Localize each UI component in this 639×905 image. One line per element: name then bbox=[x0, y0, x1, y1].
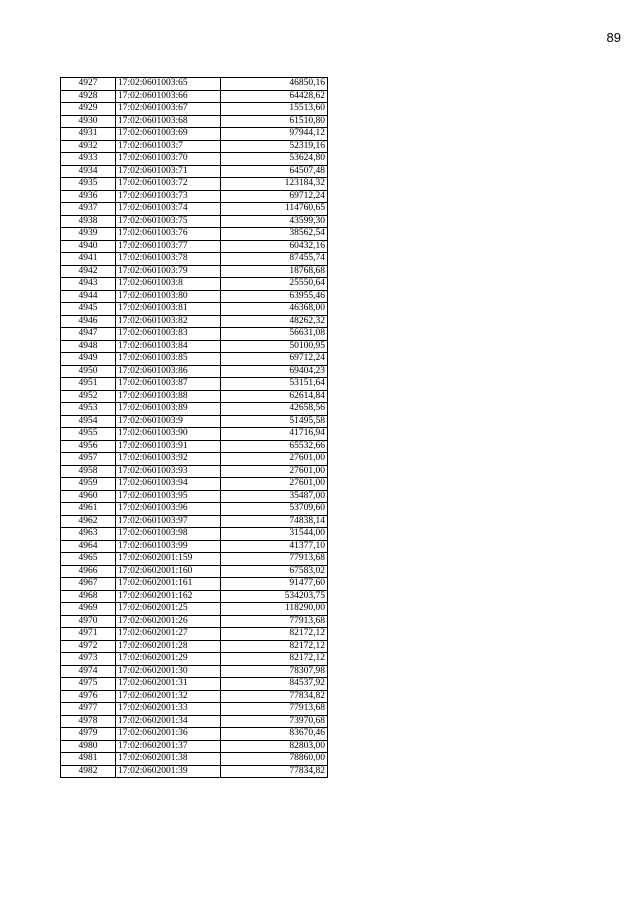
cadastral-value-cell: 82803,00 bbox=[221, 740, 328, 753]
table-row bbox=[61, 690, 328, 703]
table-row bbox=[61, 378, 328, 391]
cadastral-value-table bbox=[60, 77, 328, 778]
cadastral-value-cell: 82172,12 bbox=[221, 628, 328, 641]
cadastral-number-cell: 17:02:0601003:70 bbox=[116, 153, 221, 166]
row-number-cell: 4928 bbox=[61, 90, 116, 103]
row-number-cell: 4975 bbox=[61, 678, 116, 691]
cadastral-number-cell: 17:02:0601003:99 bbox=[116, 540, 221, 553]
cadastral-value-cell: 62614,84 bbox=[221, 390, 328, 403]
cadastral-number-cell: 17:02:0601003:67 bbox=[116, 103, 221, 116]
cadastral-value-cell: 74838,14 bbox=[221, 515, 328, 528]
cadastral-value-cell: 51495,58 bbox=[221, 415, 328, 428]
row-number-cell: 4951 bbox=[61, 378, 116, 391]
row-number-cell: 4929 bbox=[61, 103, 116, 116]
table-row bbox=[61, 515, 328, 528]
row-number-cell: 4944 bbox=[61, 290, 116, 303]
table-row bbox=[61, 653, 328, 666]
row-number-cell: 4971 bbox=[61, 628, 116, 641]
cadastral-number-cell: 17:02:0602001:33 bbox=[116, 703, 221, 716]
cadastral-value-cell: 82172,12 bbox=[221, 640, 328, 653]
cadastral-number-cell: 17:02:0601003:72 bbox=[116, 178, 221, 191]
cadastral-number-cell: 17:02:0602001:25 bbox=[116, 603, 221, 616]
row-number-cell: 4979 bbox=[61, 728, 116, 741]
cadastral-value-cell: 52319,16 bbox=[221, 140, 328, 153]
table-row bbox=[61, 603, 328, 616]
cadastral-number-cell: 17:02:0601003:86 bbox=[116, 365, 221, 378]
cadastral-number-cell: 17:02:0601003:76 bbox=[116, 228, 221, 241]
cadastral-value-cell: 82172,12 bbox=[221, 653, 328, 666]
table-row bbox=[61, 728, 328, 741]
table-row bbox=[61, 740, 328, 753]
table-row bbox=[61, 103, 328, 116]
row-number-cell: 4940 bbox=[61, 240, 116, 253]
cadastral-value-cell: 78307,98 bbox=[221, 665, 328, 678]
cadastral-value-cell: 83670,46 bbox=[221, 728, 328, 741]
row-number-cell: 4946 bbox=[61, 315, 116, 328]
row-number-cell: 4947 bbox=[61, 328, 116, 341]
cadastral-value-cell: 31544,00 bbox=[221, 528, 328, 541]
table-row bbox=[61, 715, 328, 728]
cadastral-number-cell: 17:02:0602001:160 bbox=[116, 565, 221, 578]
table-row bbox=[61, 140, 328, 153]
cadastral-value-cell: 25550,64 bbox=[221, 278, 328, 291]
table-row bbox=[61, 665, 328, 678]
cadastral-number-cell: 17:02:0601003:92 bbox=[116, 453, 221, 466]
row-number-cell: 4957 bbox=[61, 453, 116, 466]
row-number-cell: 4982 bbox=[61, 765, 116, 778]
row-number-cell: 4966 bbox=[61, 565, 116, 578]
table-row bbox=[61, 215, 328, 228]
cadastral-number-cell: 17:02:0601003:88 bbox=[116, 390, 221, 403]
cadastral-value-cell: 63955,46 bbox=[221, 290, 328, 303]
row-number-cell: 4965 bbox=[61, 553, 116, 566]
table-row bbox=[61, 465, 328, 478]
cadastral-value-cell: 41716,94 bbox=[221, 428, 328, 441]
cadastral-number-cell: 17:02:0601003:81 bbox=[116, 303, 221, 316]
cadastral-number-cell: 17:02:0601003:74 bbox=[116, 203, 221, 216]
cadastral-number-cell: 17:02:0601003:8 bbox=[116, 278, 221, 291]
cadastral-number-cell: 17:02:0602001:161 bbox=[116, 578, 221, 591]
table-row bbox=[61, 128, 328, 141]
cadastral-value-cell: 78860,00 bbox=[221, 753, 328, 766]
table-row bbox=[61, 478, 328, 491]
cadastral-value-cell: 77913,68 bbox=[221, 703, 328, 716]
table-row bbox=[61, 303, 328, 316]
cadastral-number-cell: 17:02:0601003:97 bbox=[116, 515, 221, 528]
table-row bbox=[61, 415, 328, 428]
row-number-cell: 4937 bbox=[61, 203, 116, 216]
table-row bbox=[61, 553, 328, 566]
row-number-cell: 4953 bbox=[61, 403, 116, 416]
cadastral-number-cell: 17:02:0602001:26 bbox=[116, 615, 221, 628]
row-number-cell: 4969 bbox=[61, 603, 116, 616]
cadastral-value-cell: 114760,65 bbox=[221, 203, 328, 216]
row-number-cell: 4945 bbox=[61, 303, 116, 316]
row-number-cell: 4960 bbox=[61, 490, 116, 503]
table-row bbox=[61, 578, 328, 591]
row-number-cell: 4958 bbox=[61, 465, 116, 478]
row-number-cell: 4978 bbox=[61, 715, 116, 728]
cadastral-value-cell: 77913,68 bbox=[221, 553, 328, 566]
table-row bbox=[61, 453, 328, 466]
cadastral-number-cell: 17:02:0602001:34 bbox=[116, 715, 221, 728]
cadastral-number-cell: 17:02:0601003:69 bbox=[116, 128, 221, 141]
cadastral-value-cell: 97944,12 bbox=[221, 128, 328, 141]
cadastral-number-cell: 17:02:0601003:75 bbox=[116, 215, 221, 228]
row-number-cell: 4933 bbox=[61, 153, 116, 166]
cadastral-number-cell: 17:02:0602001:37 bbox=[116, 740, 221, 753]
row-number-cell: 4950 bbox=[61, 365, 116, 378]
cadastral-value-cell: 87455,74 bbox=[221, 253, 328, 266]
cadastral-number-cell: 17:02:0601003:65 bbox=[116, 78, 221, 91]
table-row bbox=[61, 153, 328, 166]
table-row bbox=[61, 440, 328, 453]
row-number-cell: 4954 bbox=[61, 415, 116, 428]
table-row bbox=[61, 165, 328, 178]
cadastral-value-cell: 42658,56 bbox=[221, 403, 328, 416]
row-number-cell: 4948 bbox=[61, 340, 116, 353]
cadastral-value-cell: 69404,23 bbox=[221, 365, 328, 378]
cadastral-number-cell: 17:02:0601003:80 bbox=[116, 290, 221, 303]
cadastral-number-cell: 17:02:0602001:30 bbox=[116, 665, 221, 678]
row-number-cell: 4942 bbox=[61, 265, 116, 278]
row-number-cell: 4976 bbox=[61, 690, 116, 703]
table-row bbox=[61, 628, 328, 641]
cadastral-number-cell: 17:02:0602001:31 bbox=[116, 678, 221, 691]
cadastral-value-cell: 77913,68 bbox=[221, 615, 328, 628]
cadastral-number-cell: 17:02:0601003:66 bbox=[116, 90, 221, 103]
cadastral-number-cell: 17:02:0601003:77 bbox=[116, 240, 221, 253]
cadastral-value-cell: 65532,66 bbox=[221, 440, 328, 453]
cadastral-value-cell: 15513,60 bbox=[221, 103, 328, 116]
table-row bbox=[61, 565, 328, 578]
cadastral-number-cell: 17:02:0601003:79 bbox=[116, 265, 221, 278]
cadastral-value-cell: 84537,92 bbox=[221, 678, 328, 691]
cadastral-value-cell: 64507,48 bbox=[221, 165, 328, 178]
row-number-cell: 4939 bbox=[61, 228, 116, 241]
cadastral-value-cell: 53151,64 bbox=[221, 378, 328, 391]
cadastral-number-cell: 17:02:0601003:71 bbox=[116, 165, 221, 178]
cadastral-value-cell: 53624,80 bbox=[221, 153, 328, 166]
cadastral-value-cell: 35487,00 bbox=[221, 490, 328, 503]
table-row bbox=[61, 403, 328, 416]
cadastral-number-cell: 17:02:0602001:27 bbox=[116, 628, 221, 641]
row-number-cell: 4967 bbox=[61, 578, 116, 591]
cadastral-value-cell: 91477,60 bbox=[221, 578, 328, 591]
row-number-cell: 4968 bbox=[61, 590, 116, 603]
table-row bbox=[61, 240, 328, 253]
cadastral-value-cell: 53709,60 bbox=[221, 503, 328, 516]
table-row bbox=[61, 278, 328, 291]
cadastral-number-cell: 17:02:0601003:98 bbox=[116, 528, 221, 541]
cadastral-number-cell: 17:02:0601003:84 bbox=[116, 340, 221, 353]
table-row bbox=[61, 503, 328, 516]
cadastral-number-cell: 17:02:0602001:162 bbox=[116, 590, 221, 603]
cadastral-number-cell: 17:02:0601003:96 bbox=[116, 503, 221, 516]
table-row bbox=[61, 78, 328, 91]
cadastral-number-cell: 17:02:0601003:95 bbox=[116, 490, 221, 503]
table-row bbox=[61, 753, 328, 766]
cadastral-value-cell: 41377,10 bbox=[221, 540, 328, 553]
cadastral-number-cell: 17:02:0602001:39 bbox=[116, 765, 221, 778]
cadastral-value-cell: 46368,00 bbox=[221, 303, 328, 316]
table-row bbox=[61, 615, 328, 628]
cadastral-value-cell: 46850,16 bbox=[221, 78, 328, 91]
table-row bbox=[61, 428, 328, 441]
cadastral-number-cell: 17:02:0601003:7 bbox=[116, 140, 221, 153]
cadastral-value-cell: 64428,62 bbox=[221, 90, 328, 103]
cadastral-number-cell: 17:02:0602001:36 bbox=[116, 728, 221, 741]
table-row bbox=[61, 253, 328, 266]
table-row bbox=[61, 490, 328, 503]
cadastral-value-cell: 67583,02 bbox=[221, 565, 328, 578]
table-row bbox=[61, 390, 328, 403]
cadastral-number-cell: 17:02:0601003:89 bbox=[116, 403, 221, 416]
cadastral-number-cell: 17:02:0601003:73 bbox=[116, 190, 221, 203]
table-row bbox=[61, 590, 328, 603]
cadastral-value-cell: 18768,68 bbox=[221, 265, 328, 278]
cadastral-value-cell: 534203,75 bbox=[221, 590, 328, 603]
cadastral-value-cell: 123184,32 bbox=[221, 178, 328, 191]
table-row bbox=[61, 328, 328, 341]
row-number-cell: 4930 bbox=[61, 115, 116, 128]
row-number-cell: 4961 bbox=[61, 503, 116, 516]
cadastral-number-cell: 17:02:0601003:90 bbox=[116, 428, 221, 441]
cadastral-number-cell: 17:02:0601003:68 bbox=[116, 115, 221, 128]
table-row bbox=[61, 290, 328, 303]
table-row bbox=[61, 353, 328, 366]
table-row bbox=[61, 640, 328, 653]
row-number-cell: 4956 bbox=[61, 440, 116, 453]
table-row bbox=[61, 703, 328, 716]
cadastral-value-cell: 50100,95 bbox=[221, 340, 328, 353]
cadastral-number-cell: 17:02:0601003:93 bbox=[116, 465, 221, 478]
cadastral-number-cell: 17:02:0601003:85 bbox=[116, 353, 221, 366]
row-number-cell: 4935 bbox=[61, 178, 116, 191]
table-row bbox=[61, 265, 328, 278]
row-number-cell: 4963 bbox=[61, 528, 116, 541]
row-number-cell: 4970 bbox=[61, 615, 116, 628]
cadastral-value-cell: 38562,54 bbox=[221, 228, 328, 241]
cadastral-value-cell: 69712,24 bbox=[221, 190, 328, 203]
table-row bbox=[61, 90, 328, 103]
row-number-cell: 4972 bbox=[61, 640, 116, 653]
row-number-cell: 4955 bbox=[61, 428, 116, 441]
row-number-cell: 4974 bbox=[61, 665, 116, 678]
cadastral-value-cell: 27601,00 bbox=[221, 453, 328, 466]
row-number-cell: 4938 bbox=[61, 215, 116, 228]
cadastral-value-cell: 73970,68 bbox=[221, 715, 328, 728]
cadastral-number-cell: 17:02:0601003:9 bbox=[116, 415, 221, 428]
table-row bbox=[61, 190, 328, 203]
table-row bbox=[61, 178, 328, 191]
row-number-cell: 4962 bbox=[61, 515, 116, 528]
table-body bbox=[61, 78, 328, 778]
cadastral-value-cell: 27601,00 bbox=[221, 478, 328, 491]
row-number-cell: 4959 bbox=[61, 478, 116, 491]
cadastral-value-cell: 61510,80 bbox=[221, 115, 328, 128]
table-row bbox=[61, 765, 328, 778]
cadastral-number-cell: 17:02:0602001:38 bbox=[116, 753, 221, 766]
table-row bbox=[61, 365, 328, 378]
cadastral-number-cell: 17:02:0601003:87 bbox=[116, 378, 221, 391]
cadastral-value-cell: 69712,24 bbox=[221, 353, 328, 366]
row-number-cell: 4981 bbox=[61, 753, 116, 766]
row-number-cell: 4934 bbox=[61, 165, 116, 178]
table-row bbox=[61, 115, 328, 128]
table-row bbox=[61, 678, 328, 691]
row-number-cell: 4952 bbox=[61, 390, 116, 403]
table-row bbox=[61, 228, 328, 241]
row-number-cell: 4931 bbox=[61, 128, 116, 141]
cadastral-number-cell: 17:02:0601003:94 bbox=[116, 478, 221, 491]
row-number-cell: 4927 bbox=[61, 78, 116, 91]
cadastral-number-cell: 17:02:0601003:91 bbox=[116, 440, 221, 453]
cadastral-number-cell: 17:02:0602001:28 bbox=[116, 640, 221, 653]
cadastral-number-cell: 17:02:0602001:29 bbox=[116, 653, 221, 666]
row-number-cell: 4949 bbox=[61, 353, 116, 366]
cadastral-value-cell: 56631,08 bbox=[221, 328, 328, 341]
row-number-cell: 4973 bbox=[61, 653, 116, 666]
row-number-cell: 4980 bbox=[61, 740, 116, 753]
cadastral-number-cell: 17:02:0602001:32 bbox=[116, 690, 221, 703]
cadastral-value-cell: 77834,82 bbox=[221, 765, 328, 778]
cadastral-value-cell: 43599,30 bbox=[221, 215, 328, 228]
page-number: 89 bbox=[606, 30, 621, 45]
cadastral-value-cell: 118290,00 bbox=[221, 603, 328, 616]
cadastral-number-cell: 17:02:0601003:82 bbox=[116, 315, 221, 328]
cadastral-number-cell: 17:02:0601003:78 bbox=[116, 253, 221, 266]
cadastral-value-cell: 48262,32 bbox=[221, 315, 328, 328]
row-number-cell: 4977 bbox=[61, 703, 116, 716]
row-number-cell: 4932 bbox=[61, 140, 116, 153]
row-number-cell: 4964 bbox=[61, 540, 116, 553]
table-row bbox=[61, 528, 328, 541]
row-number-cell: 4943 bbox=[61, 278, 116, 291]
table-row bbox=[61, 340, 328, 353]
cadastral-value-cell: 77834,82 bbox=[221, 690, 328, 703]
cadastral-number-cell: 17:02:0601003:83 bbox=[116, 328, 221, 341]
row-number-cell: 4936 bbox=[61, 190, 116, 203]
table-row bbox=[61, 203, 328, 216]
cadastral-value-cell: 60432,16 bbox=[221, 240, 328, 253]
row-number-cell: 4941 bbox=[61, 253, 116, 266]
cadastral-value-cell: 27601,00 bbox=[221, 465, 328, 478]
table-row bbox=[61, 540, 328, 553]
cadastral-number-cell: 17:02:0602001:159 bbox=[116, 553, 221, 566]
table-row bbox=[61, 315, 328, 328]
